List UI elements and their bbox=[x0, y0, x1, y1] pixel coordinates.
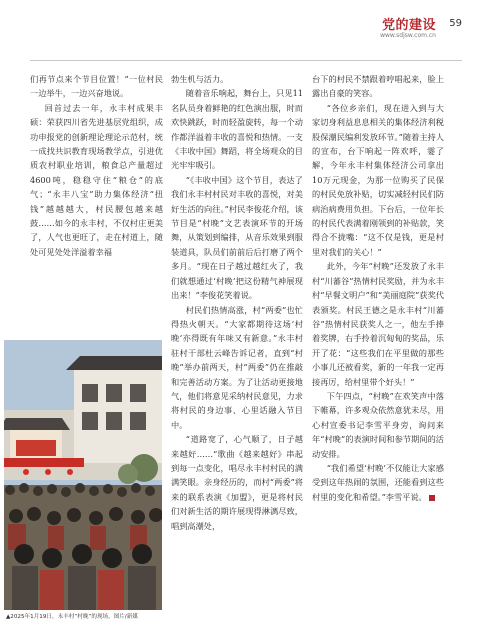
paragraph: 随着音乐响起，舞台上，只见11名队员身着鲜艳的红色演出服，时而欢快跳跃，时而轻盈旋转，每一个动作都洋溢着丰收的喜悦和热情。一支《丰收中国》舞蹈，将全场观众的目光牢牢吸引。 bbox=[171, 88, 303, 171]
paragraph-text: “我们希望‘村晚’不仅能让大家感受到这年热闹的氛围，还能看到这些村里的变化和希望。”李雪平说。 bbox=[312, 462, 444, 502]
paragraph: 村民们热情高涨，村“两委”也忙得热火朝天。“大家都期待这场‘村晚’亦得既有年味又有新意。”永丰村驻村干部杜云峰告诉记者，直到“村晚”举办前两天，村“两委”仍在推敲和完善活动方案。为了让活动更接地气，他们将意见采纳村民意见，力求将村民的身边事、心里话融入节目中。 bbox=[171, 304, 303, 430]
paragraph: 勃生机与活力。 bbox=[171, 74, 229, 84]
paragraph: “《丰收中国》这个节目，表达了我们永丰村村民对丰收的喜悦，对美好生活的向往。”村民李俊花介绍，该节目是“村晚”文艺表演环节的开场舞，从策划到编排，从音乐效果到服装道具，队员们前前后后打磨了两个多月。“现在日子越过越红火了，我们就想通过‘村晚’把这份精气神展现出来！”李俊花笑着说。 bbox=[171, 174, 303, 301]
article-photo bbox=[4, 340, 162, 610]
masthead bbox=[312, 14, 462, 60]
article-column-1 bbox=[30, 72, 163, 342]
article-column-3 bbox=[312, 72, 444, 624]
paragraph: 们再节点来个节目位置！”一位村民一边举牛，一边兴奋地说。 bbox=[30, 74, 163, 99]
village-stage-illustration bbox=[4, 340, 162, 610]
end-mark-icon bbox=[429, 495, 435, 501]
paragraph: 下午四点，“村晚”在欢笑声中落下帷幕，许多观众依然意犹未尽，用心村宣委书记李雪平身旁，询问来年“村晚”的表演时间和参节期间的活动安排。 bbox=[312, 390, 444, 459]
header-divider bbox=[30, 60, 462, 61]
paragraph: 台下的村民不禁跟着哼唱起来，脸上露出自豪的笑容。 bbox=[312, 74, 444, 99]
paragraph: 此外，今年“村晚”还发放了永丰村“川蕃谷”热情村民奖励，并为永丰村“早餐文明户”和“美丽庭院”获奖代表颁奖。村民王德之是永丰村“川蕃谷”热情村民获奖人之一，他左手捧着奖牌，右手拎着沉甸甸的奖品，乐开了花：“这些我们在平里做的那些小事儿还被看奖，新的一年我一定再接再厉，给村里带个好头！” bbox=[312, 261, 444, 387]
article-column-2 bbox=[171, 72, 303, 604]
magazine-url: www.sdjsw.com.cn bbox=[380, 32, 436, 39]
photo-caption: ▲2025年1月19日，永丰村“村晚”的现场，图片/新媒 bbox=[6, 614, 138, 620]
final-paragraph bbox=[312, 461, 444, 504]
paragraph: “道路宽了，心气顺了，日子越来越好……”歌曲《越来越好》串起到每一点变化，唱尽永丰村村民的满满笑眼。亲身经历的，而村“两委”将来的联系表演《加盟》，更是将村民们对新生活的期许展现得淋漓尽致，唱到高潮处， bbox=[171, 434, 303, 531]
paragraph: “各位乡亲们，现在进入到与大家切身利益息息相关的集体经济利税股保潮民编利发放环节。”随着主持人的宣布，台下响起一阵欢呼，霎了解，今年永丰村集体经济公司拿出10万元现金，为那一位购买了民保的村民免放补贴，切实减轻村民们防病治病费用负担。下台后，一位年长的村民代表满着刚领到的补贴款，笑得合不拢嘴：“这不仅是钱，更是村里对我们的关心！” bbox=[312, 102, 444, 257]
page-number: 59 bbox=[449, 18, 462, 29]
paragraph: 回首过去一年，永丰村成果丰硕：荣获四川省先进基层党组织，成功申报党的创新理论理论示范村，统一成找共识教育现场教学点，引进优质农村职业培训，粮食总产量超过4600吨，稳稳守住“粮仓”的底气；“永丰八宝”助力集体经济“扭钱”越越越大，村民腰包越来越鼓……如今的永丰村，不仅村庄更美了，人气也更旺了，走在村道上，随处可见处处洋溢着幸福 bbox=[30, 102, 163, 257]
magazine-logo: 党的建设 bbox=[381, 18, 436, 33]
